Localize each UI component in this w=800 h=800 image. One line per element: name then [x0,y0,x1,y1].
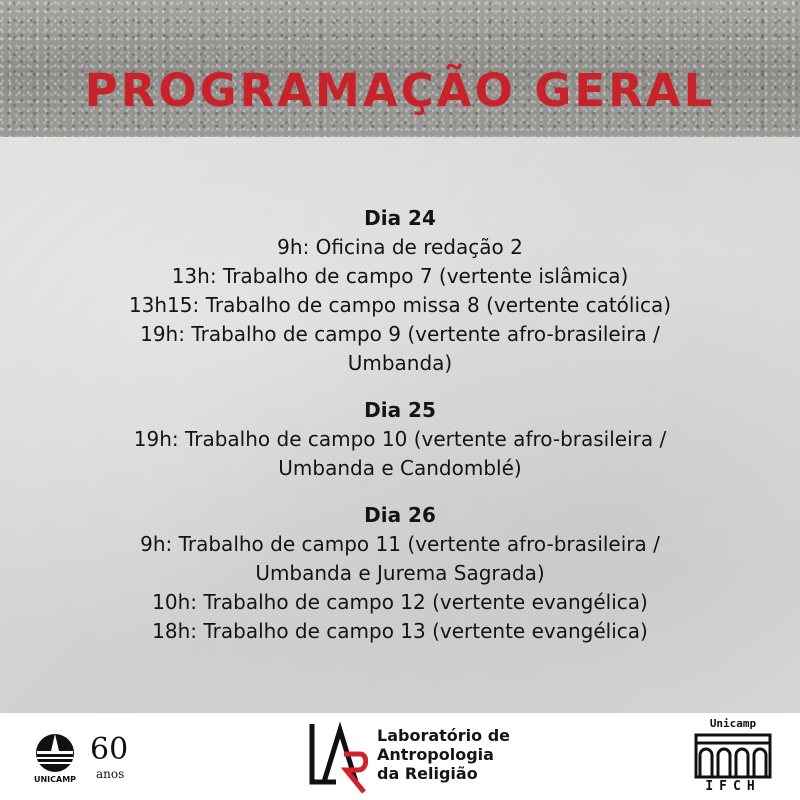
header-banner [0,0,800,137]
day-title: Dia 24 [364,206,436,230]
schedule-line: 13h15: Trabalho de campo missa 8 (vertente católica) [128,293,672,317]
ifch-arches-icon [694,733,772,779]
schedule-line: 18h: Trabalho de campo 13 (vertente evangélica) [152,619,648,643]
schedule-line: Umbanda e Candomblé) [278,456,522,480]
schedule-line: 9h: Trabalho de campo 11 (vertente afro-brasileira / [140,532,660,556]
schedule-line: 19h: Trabalho de campo 9 (vertente afro-brasileira / [140,322,660,346]
lar-line-3: da Religião [377,764,478,783]
lar-line-2: Antropologia [377,745,494,764]
day-block [0,204,800,378]
schedule-line: 13h: Trabalho de campo 7 (vertente islâmica) [171,264,629,288]
schedule-line: 9h: Oficina de redação 2 [277,235,523,259]
schedule-line: Umbanda e Jurema Sagrada) [255,561,545,585]
ifch-label: IFCH [705,779,761,794]
sixty-years-number: 60 [90,732,129,767]
schedule-area [0,137,800,713]
unicamp-label: UNICAMP [33,775,77,784]
schedule-line: Umbanda) [347,351,453,375]
day-title: Dia 26 [364,503,436,527]
day-block [0,501,800,646]
lar-logo-icon [306,720,368,794]
sixty-years-label: anos [96,767,125,781]
footer-logos [0,713,800,800]
schedule-line: 19h: Trabalho de campo 10 (vertente afro-brasileira / [133,427,667,451]
ifch-unicamp-label: Unicamp [709,717,757,730]
schedule-list [0,204,800,664]
lar-line-1: Laboratório de [377,726,511,745]
day-title: Dia 25 [364,398,436,422]
lar-name [377,726,510,783]
page-title: PROGRAMAÇÃO GERAL [84,64,716,117]
schedule-line: 10h: Trabalho de campo 12 (vertente evangélica) [152,590,648,614]
day-block [0,396,800,483]
